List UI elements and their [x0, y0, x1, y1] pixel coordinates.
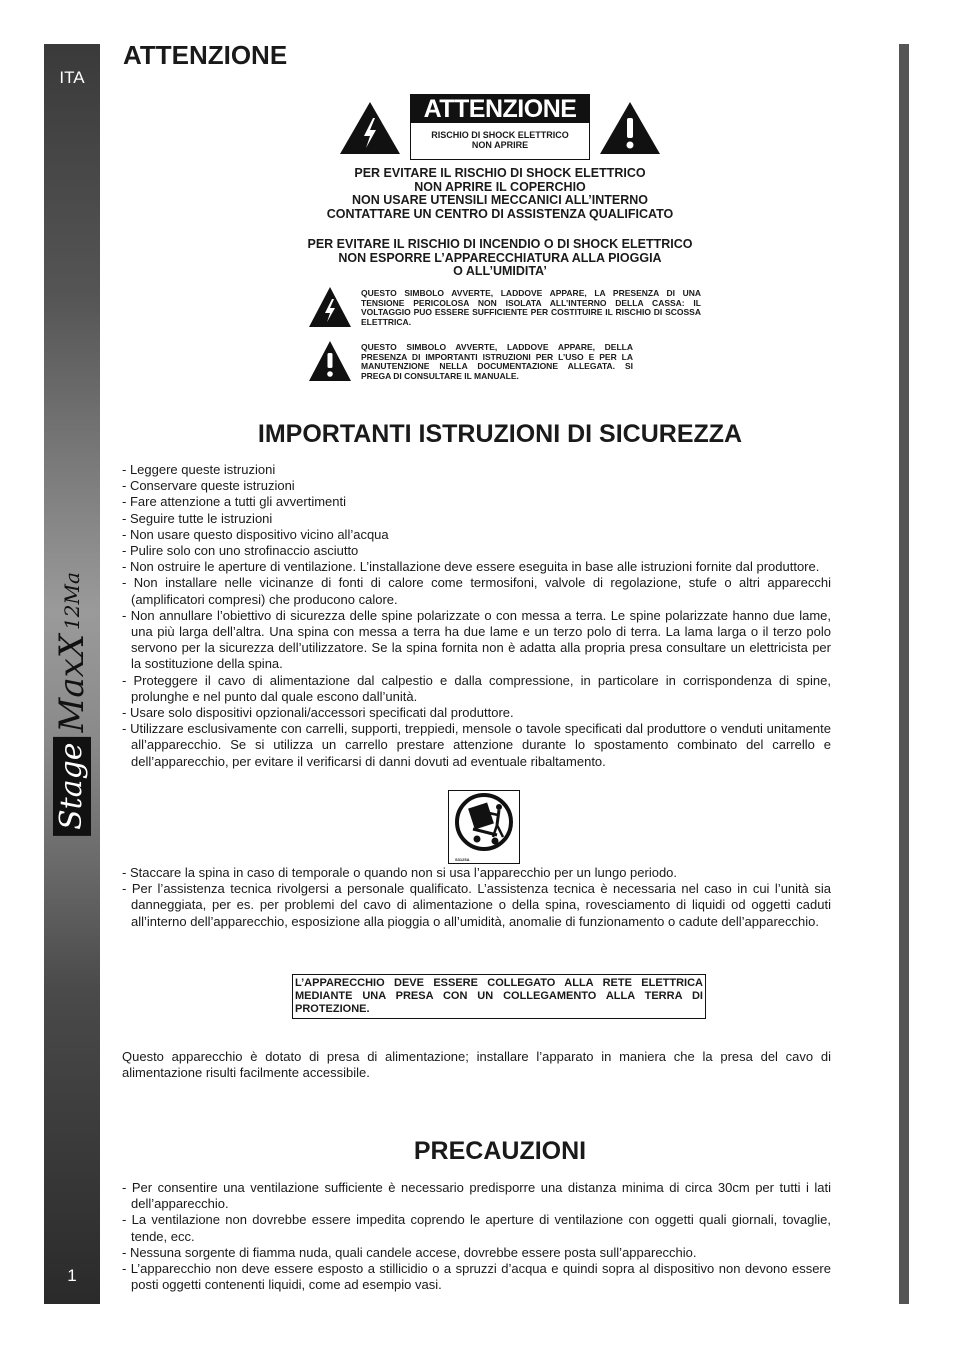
warning-label-block [338, 94, 662, 160]
symbol-voltage-text: QUESTO SIMBOLO AVVERTE, LADDOVE APPARE, LA PRESENZA DI UNA TENSIONE PERICOLOSA NON ISOLATA ALL’INTERNO DELLA CASSA: IL VOLTAGGIO PUO ESSERE SUFFICIENTE PER COSTITUIRE IL RISCHIO DI SCOSSA ELETTRICA. [361, 288, 701, 328]
list-item: - Non ostruire le aperture di ventilazione. L’installazione deve essere eseguita in base alle istruzioni fornite dal produttore. [122, 559, 820, 575]
right-edge-bar [899, 44, 909, 1304]
symbol-exclamation-text: QUESTO SIMBOLO AVVERTE, LADDOVE APPARE, DELLA PRESENZA DI IMPORTANTI ISTRUZIONI PER L’USO E PER LA MANUTENZIONE NELLA DOCUMENTAZIONE ALLEGATA. SI PREGA DI CONSULTARE IL MANUALE. [361, 342, 633, 382]
list-item: - Pulire solo con uno strofinaccio asciutto [122, 543, 359, 559]
page-number: 1 [67, 1266, 77, 1285]
list-item: - Non usare questo dispositivo vicino all’acqua [122, 526, 389, 542]
brand-maxx: MaxX [52, 633, 92, 733]
brand-logo [53, 572, 91, 836]
fire-warning-text [230, 238, 770, 279]
language-tag: ITA [59, 68, 85, 87]
exclamation-warning-icon [308, 340, 352, 382]
heading-safety: IMPORTANTI ISTRUZIONI DI SICUREZZA [257, 420, 743, 448]
list-item: - Per l’assistenza tecnica rivolgersi a personale qualificato. L’assistenza tecnica è necessaria nel caso in cui l’unità sia danneggiata, per es. per problemi del cavo di alimentazione o della spina, rovesciamento di liquidi od oggetti caduti all’interno dell’apparecchio, esposizione alla pioggia o all’umidità, anomalie di funzionamento o cadute dell’apparecchio. [122, 881, 831, 929]
lightning-warning-icon [308, 286, 352, 328]
list-item: - L’apparecchio non deve essere esposto a stillicidio o a spruzzi d’acqua e quindi sopra al dispositivo non devono essere posti oggetti contenenti liquidi, come ad esempio vasi. [122, 1261, 831, 1293]
warning-label [410, 94, 590, 160]
list-item: - La ventilazione non dovrebbe essere impedita coprendo le aperture di ventilazione con oggetti quali giornali, tovaglie, tende, ecc. [122, 1212, 831, 1244]
brand-model: 12Ma [60, 572, 84, 630]
precautions-list [122, 1180, 831, 1293]
cart-tipover-icon [449, 791, 519, 855]
shock-warning-line: PER EVITARE IL RISCHIO DI SHOCK ELETTRICO [354, 166, 646, 180]
plug-access-paragraph: Questo apparecchio è dotato di presa di alimentazione; installare l’apparato in maniera che la presa del cavo di alimentazione risulti facilmente accessibile. [122, 1049, 831, 1081]
warning-label-subtitle [411, 130, 589, 150]
list-item: - Non installare nelle vicinanze di fonti di calore come termosifoni, valvole di regolazione, stufe o altri apparecchi (amplificatori compresi) che producono calore. [122, 575, 831, 607]
warning-label-subtitle-line: NON APRIRE [471, 140, 529, 150]
fire-warning-line: O ALL’UMIDITA’ [453, 264, 547, 279]
warning-label-subtitle-line: RISCHIO DI SHOCK ELETTRICO [431, 130, 569, 140]
brand-stage: Stage [53, 736, 91, 835]
list-item: - Non annullare l’obiettivo di sicurezza delle spine polarizzate o con messa a terra. Le spine polarizzate hanno due lame, una più larga dell’altra. Una spina con messa a terra ha due lame e un terzo polo di terra. La lama larga o il terzo polo servono per la sicurezza dell’utilizzatore. Se la spina fornita non è adatta alla propria presa consultare un elettricista per la sostituzione della spina. [122, 607, 831, 672]
shock-warning-text [230, 167, 770, 222]
list-item: - Leggere queste istruzioni [122, 462, 276, 477]
list-item: - Staccare la spina in caso di temporale o quando non si usa l’apparecchio per un lungo periodo. [122, 865, 678, 880]
list-item: - Usare solo dispositivi opzionali/accessori specificati dal produttore. [122, 705, 514, 721]
sidebar [44, 44, 100, 1304]
ground-connection-notice: L’APPARECCHIO DEVE ESSERE COLLEGATO ALLA RETE ELETTRICA MEDIANTE UNA PRESA CON UN COLLEGAMENTO ALLA TERRA DI PROTEZIONE. [292, 974, 706, 1019]
shock-warning-line: NON USARE UTENSILI MECCANICI ALL’INTERNO [351, 193, 649, 208]
symbol-voltage-row [308, 286, 708, 333]
list-item: - Proteggere il cavo di alimentazione dal calpestio e dalla compressione, in particolare in corrispondenza di spine, prolunghe e nel punto dal quale escono dall’unità. [122, 672, 831, 704]
lightning-warning-icon [338, 100, 402, 156]
list-item: - Seguire tutte le istruzioni [122, 510, 273, 526]
fire-warning-line: NON ESPORRE L’APPARECCHIATURA ALLA PIOGGIA [338, 250, 662, 265]
list-item: - Per consentire una ventilazione sufficiente è necessario predisporre una distanza minima di circa 30cm per tutti i lati dell’apparecchio. [122, 1180, 831, 1212]
safety-list-continued [122, 865, 831, 930]
exclamation-warning-icon [598, 100, 662, 156]
fire-warning-line: PER EVITARE IL RISCHIO DI INCENDIO O DI SHOCK ELETTRICO [307, 237, 693, 251]
safety-list [122, 462, 831, 770]
shock-warning-line: NON APRIRE IL COPERCHIO [414, 179, 586, 194]
symbol-exclamation-row [308, 340, 708, 387]
heading-attenzione: ATTENZIONE [123, 40, 288, 70]
warning-label-title: ATTENZIONE [411, 95, 589, 123]
cart-tip-over-symbol [448, 790, 520, 864]
shock-warning-line: CONTATTARE UN CENTRO DI ASSISTENZA QUALIFICATO [326, 207, 674, 222]
heading-precautions: PRECAUZIONI [413, 1137, 587, 1165]
list-item: - Conservare queste istruzioni [122, 478, 295, 494]
list-item: - Fare attenzione a tutti gli avvertimenti [122, 494, 346, 510]
list-item: - Utilizzare esclusivamente con carrelli, supporti, treppiedi, mensole o tavole specificati dal produttore o venduti unitamente all’apparecchio. Se si utilizza un carrello prestare attenzione durante lo spostamento combinato del carrello e dell’apparecchio, per evitare il verificarsi di danni dovuti ad eventuale ribaltamento. [122, 721, 831, 769]
list-item: - Nessuna sorgente di fiamma nuda, quali candele accese, dovrebbe essere posta sull’apparecchio. [122, 1244, 697, 1260]
cart-symbol-caption: S3125A [455, 857, 470, 862]
